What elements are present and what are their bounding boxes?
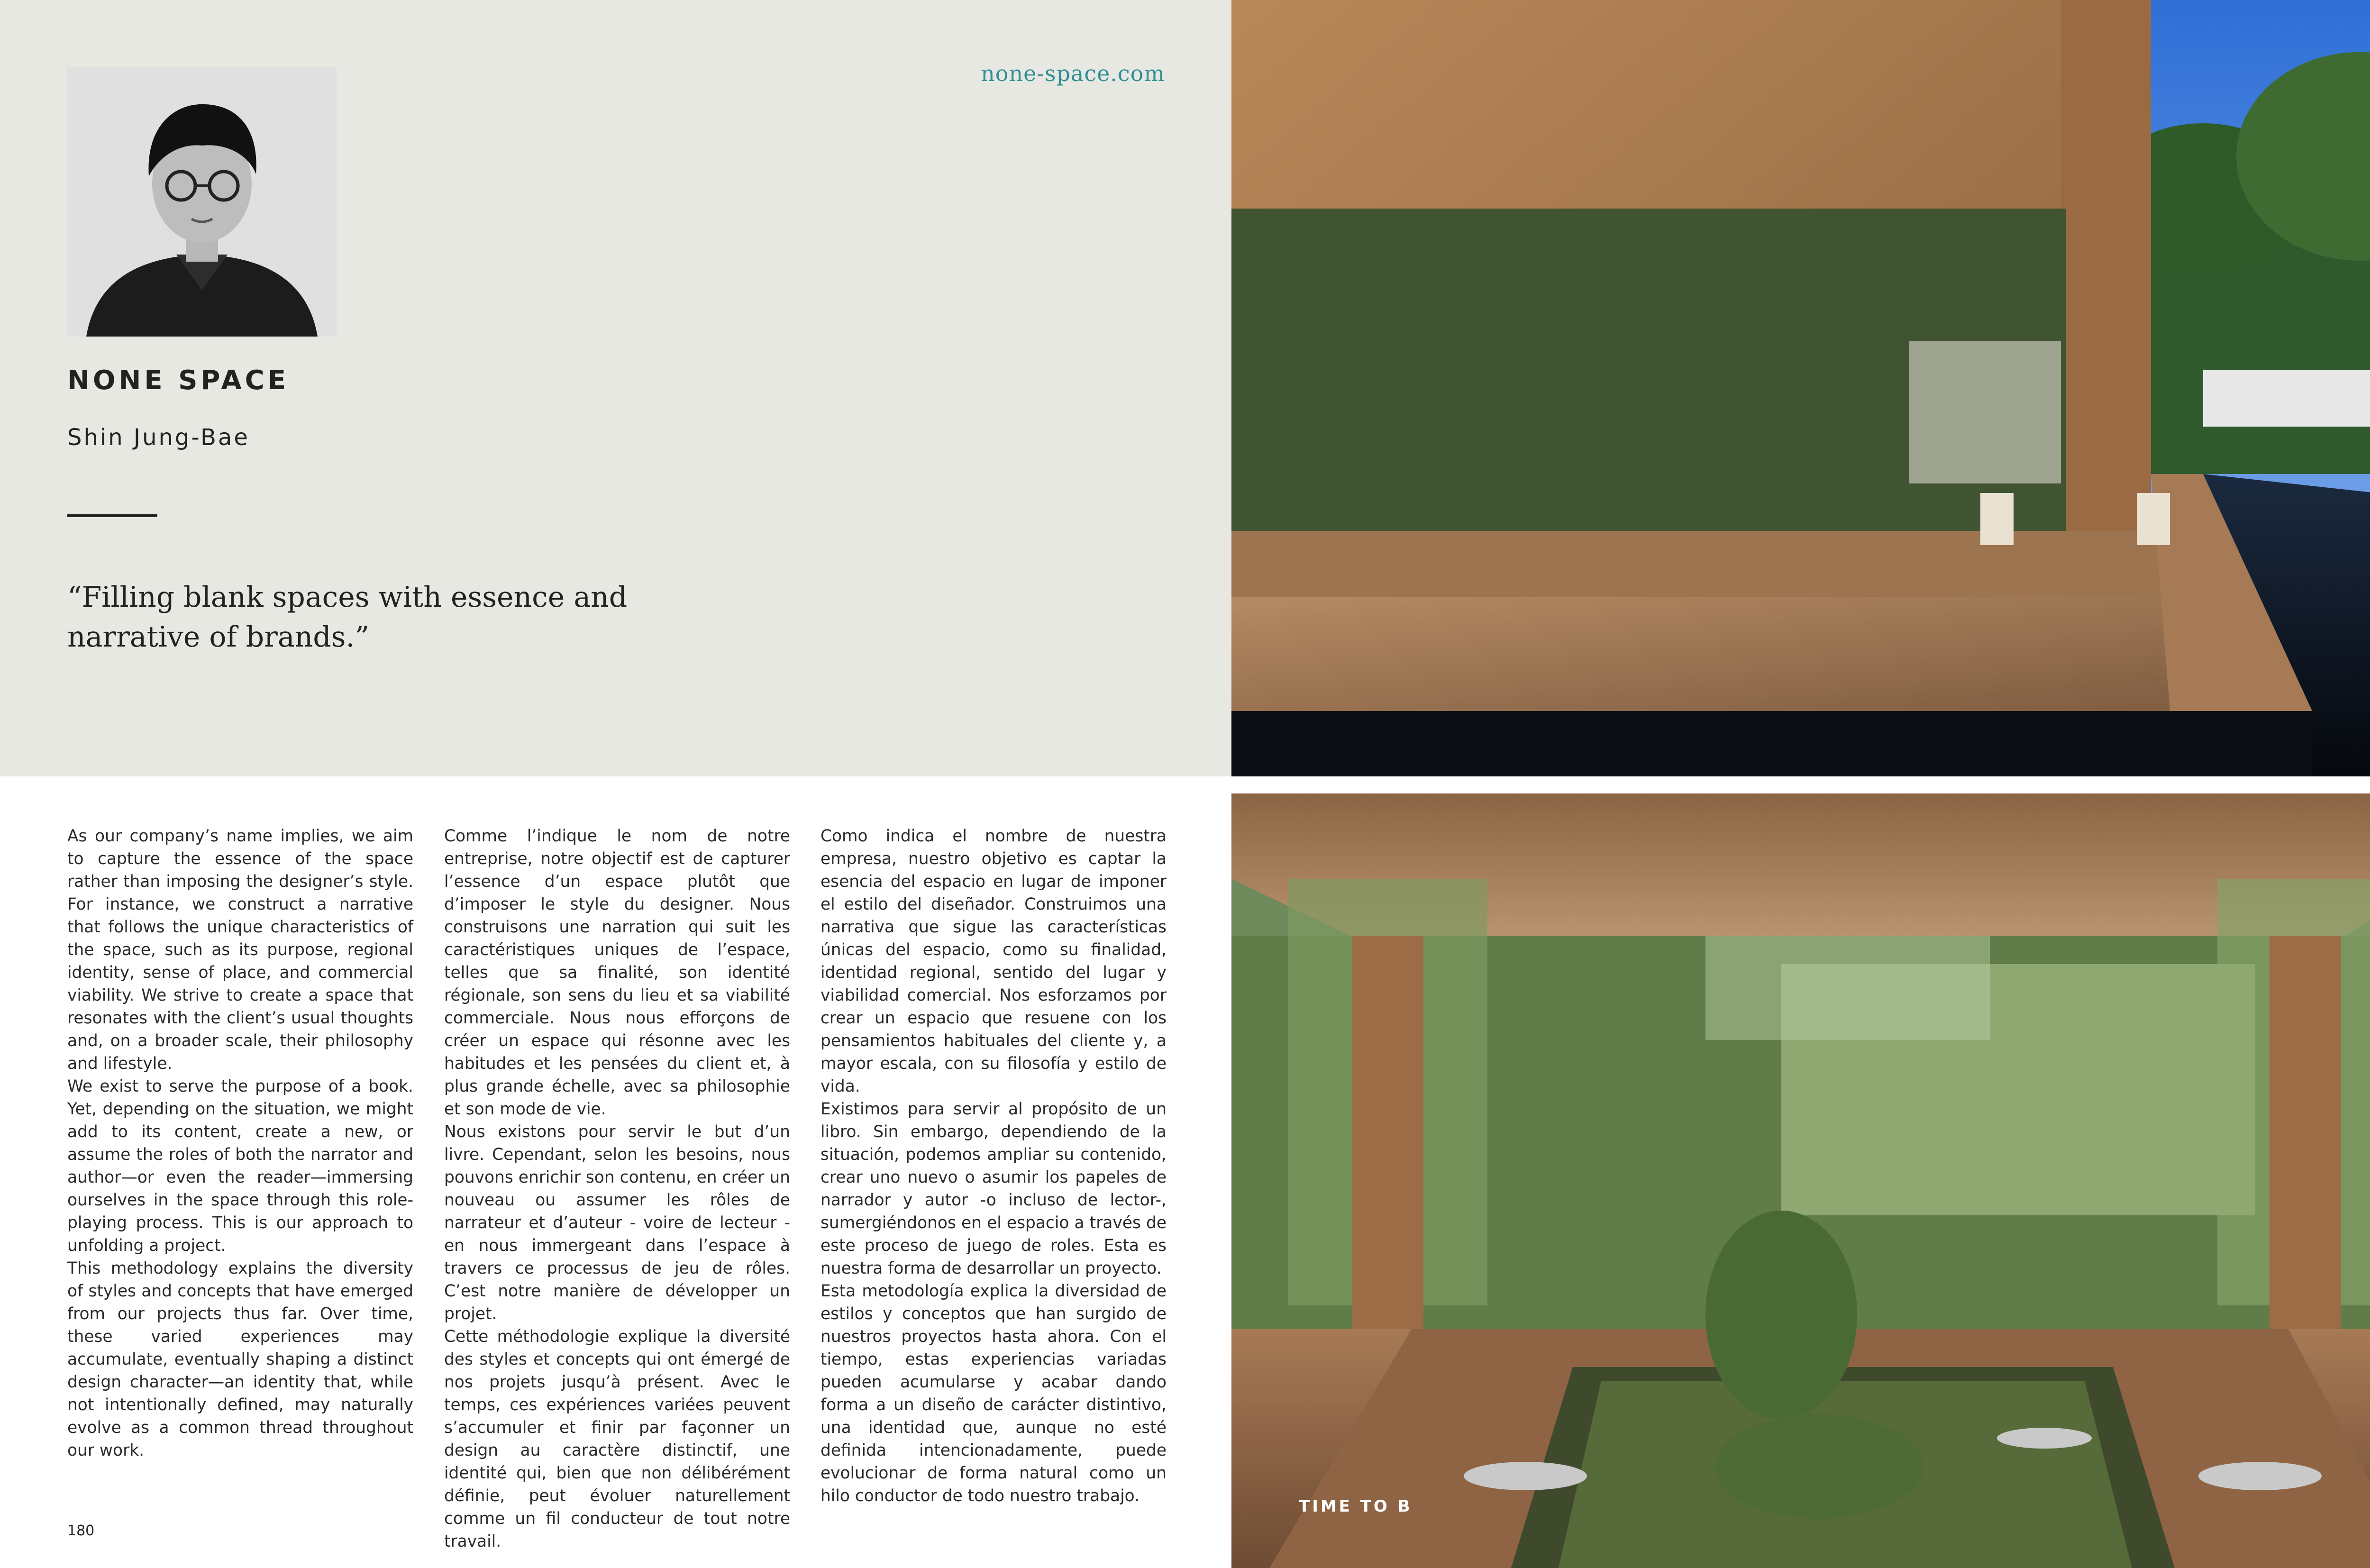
photo-brick-pavilion-pool [1231, 0, 2370, 776]
pull-quote: “Filling blank spaces with essence and narrative of brands.” [67, 581, 628, 654]
paragraph: Como indica el nombre de nuestra empresa, nuestro objetivo es captar la esencia del espacio en lugar de imponer el estilo del diseñador. Construimos una narrativa que sigue las características únicas del espacio, como su finalidad, identidad regional, sentido del lugar y viabilidad comercial. Nos esforzamos por crear un espacio que resuene con los pensamientos habituales del cliente y, a mayor escala, con su filosofía y estilo de vida. [820, 827, 1167, 1096]
paragraph: We exist to serve the purpose of a book. Yet, depending on the situation, we might add to its content, create a new, or assume the roles of both the narrator and author—or even the reader—immersing ourselves in the space through this role-playing process. This is our approach to unfolding a project. [67, 1077, 413, 1255]
divider-rule [67, 514, 157, 517]
designer-name: Shin Jung-Bae [67, 424, 250, 451]
photo-courtyard-garden [1231, 793, 2370, 1568]
designer-portrait [67, 67, 337, 337]
paragraph: This methodology explains the diversity of styles and concepts that have emerged from our projects thus far. Over time, these varied experiences may accumulate, eventually shaping a distinct design character—an identity that, while not intentionally defined, may naturally evolve as a common thread throughout our work. [67, 1259, 413, 1460]
page-number: 180 [67, 1522, 95, 1539]
photo-caption: TIME TO B [1299, 1497, 1413, 1516]
paragraph: Existimos para servir al propósito de un libro. Sin embargo, dependiendo de la situación, podemos ampliar su contenido, crear uno nuevo o asumir los papeles de narrador y autor -o incluso de lector-, sumergiéndonos en el espacio a través de este proceso de juego de roles. Esta es nuestra forma de desarrollar un proyecto. [820, 1100, 1167, 1278]
paragraph: Comme l’indique le nom de notre entreprise, notre objectif est de capturer l’essence d’un espace plutôt que d’imposer le style du designer. Nous construisons une narration qui suit les caractéristiques uniques de l’espace, telles que sa finalité, son identité régionale, son sens du lieu et sa viabilité commerciale. Nous nous efforçons de créer un espace qui résonne avec les habitudes et les pensées du client et, à plus grande échelle, avec sa philosophie et son mode de vie. [444, 827, 790, 1119]
paragraph: Nous existons pour servir le but d’un livre. Cependant, selon les besoins, nous pouvons enrichir son contenu, en créer un nouveau ou assumer les rôles de narrateur et d’auteur - voire de lecteur - en nous immergeant dans l’espace à travers ce processus de jeu de rôles. C’est notre manière de développer un projet. [444, 1122, 790, 1323]
paragraph: Cette méthodologie explique la diversité des styles et concepts qui ont émergé de nos projets jusqu’à présent. Avec le temps, ces expériences variées peuvent s’accumuler et finir par façonner un design au caractère distinctif, une identité qui, bien que non délibérément définie, peut évoluer naturellement comme un fil conducteur de tout notre travail. [444, 1327, 790, 1551]
studio-name: NONE SPACE [67, 365, 290, 396]
text-column-english [67, 825, 413, 1462]
website-link[interactable]: none-space.com [981, 61, 1165, 86]
text-column-spanish [820, 825, 1167, 1507]
paragraph: As our company’s name implies, we aim to capture the essence of the space rather than imposing the designer’s style. For instance, we construct a narrative that follows the unique characteristics of the space, such as its purpose, regional identity, sense of place, and commercial viability. We strive to create a space that resonates with the client’s usual thoughts and, on a broader scale, their philosophy and lifestyle. [67, 827, 413, 1073]
header-block [0, 0, 1231, 776]
text-column-french [444, 825, 790, 1553]
paragraph: Esta metodología explica la diversidad de estilos y conceptos que han surgido de nuestros proyectos hasta ahora. Con el tiempo, estas experiencias variadas pueden acumularse y acabar dando forma a un diseño de carácter distintivo, una identidad que, aunque no esté definida intencionadamente, puede evolucionar de forma natural como un hilo conductor de todo nuestro trabajo. [820, 1282, 1167, 1505]
photo-gutter [1231, 776, 2370, 793]
